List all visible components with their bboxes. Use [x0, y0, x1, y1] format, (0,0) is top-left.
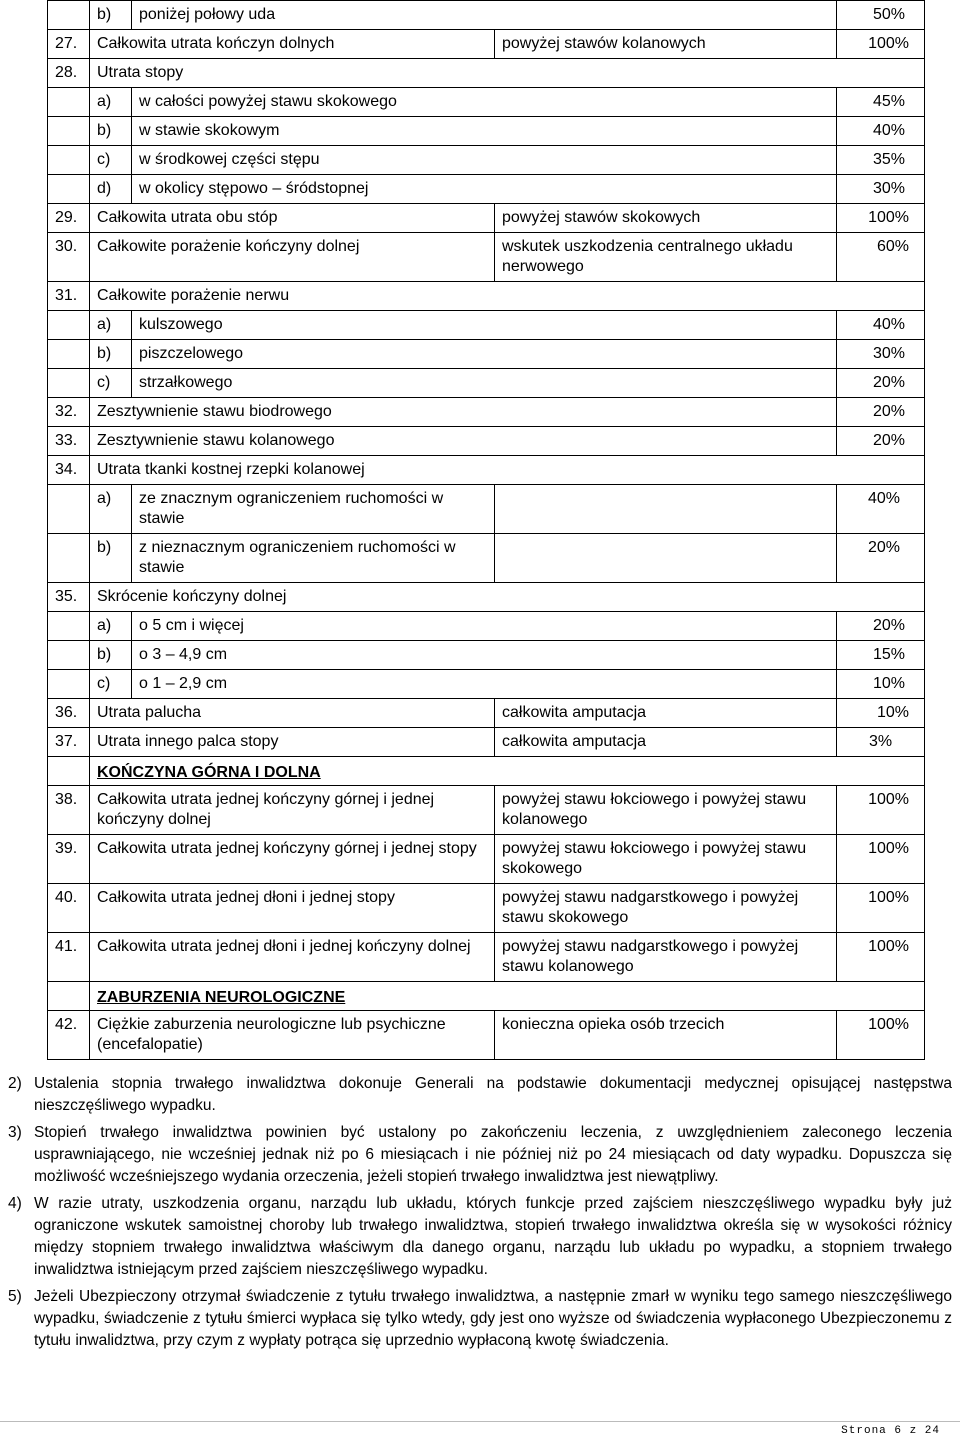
blank-cell [48, 117, 90, 146]
table-row [48, 30, 925, 59]
percentage-value: 100% [837, 204, 925, 233]
table-row [48, 670, 925, 699]
percentage-value: 15% [837, 641, 925, 670]
percentage-value: 100% [837, 30, 925, 59]
note-item [8, 1193, 952, 1281]
note-text: Jeżeli Ubezpieczony otrzymał świadczenie z tytułu trwałego inwalidztwa, a następnie zmarł w wyniku tego samego nieszczęśliwego wypadku, świadczenie z tytułu śmierci wypłaca się tylko wtedy, gdy jest ono wyższe od świadczenia wypłaconego Ubezpieczonemu z tytułu inwalidztwa, przy czym z wypłaty potrąca się uprzednio wypłaconą kwotę świadczenia. [34, 1288, 952, 1349]
item-description: kulszowego [132, 311, 837, 340]
percentage-value: 30% [837, 175, 925, 204]
percentage-value: 40% [837, 117, 925, 146]
percentage-value: 30% [837, 340, 925, 369]
blank-cell [48, 369, 90, 398]
item-description: Zesztywnienie stawu kolanowego [90, 427, 837, 456]
item-number: 36. [48, 699, 90, 728]
percentage-value: 40% [837, 311, 925, 340]
item-number: 28. [48, 59, 90, 88]
item-description: Ciężkie zaburzenia neurologiczne lub psychiczne (encefalopatie) [90, 1011, 495, 1060]
item-number: 40. [48, 884, 90, 933]
table-row [48, 427, 925, 456]
item-letter: b) [90, 340, 132, 369]
item-number: 42. [48, 1011, 90, 1060]
percentage-value: 20% [837, 612, 925, 641]
item-condition: powyżej stawów kolanowych [495, 30, 837, 59]
disability-rate-table [47, 0, 925, 1060]
item-description: Utrata innego palca stopy [90, 728, 495, 757]
item-condition: konieczna opieka osób trzecich [495, 1011, 837, 1060]
percentage-value: 100% [837, 933, 925, 982]
blank-cell [48, 641, 90, 670]
table-row [48, 117, 925, 146]
item-condition: powyżej stawu nadgarstkowego i powyżej stawu skokowego [495, 884, 837, 933]
note-text: W razie utraty, uszkodzenia organu, narządu lub układu, których funkcje przed zajściem nieszczęśliwego wypadku były już ograniczone wskutek samoistnej choroby lub trwałego inwalidztwa, stopień trwałego inwalidztwa określa się w wysokości różnicy między stopniem trwałego inwalidztwa właściwym dla danego organu, narządu lub układu po wypadku, a stopniem trwałego inwalidztwa istniejącym przed zajściem nieszczęśliwego wypadku. [34, 1195, 952, 1278]
section-heading: ZABURZENIA NEUROLOGICZNE [90, 982, 925, 1011]
item-description: Całkowita utrata jednej dłoni i jednej kończyny dolnej [90, 933, 495, 982]
table-row [48, 728, 925, 757]
table-row [48, 1, 925, 30]
table-row [48, 311, 925, 340]
blank-cell [48, 670, 90, 699]
item-description: Utrata palucha [90, 699, 495, 728]
item-description: Całkowite porażenie nerwu [90, 282, 925, 311]
item-letter: d) [90, 175, 132, 204]
note-number: 5) [8, 1288, 22, 1305]
percentage-value: 10% [837, 699, 925, 728]
item-letter: c) [90, 146, 132, 175]
table-row [48, 485, 925, 534]
item-letter: b) [90, 641, 132, 670]
percentage-value: 100% [837, 1011, 925, 1060]
item-description: z nieznacznym ograniczeniem ruchomości w stawie [132, 534, 495, 583]
table-row [48, 612, 925, 641]
table-row [48, 88, 925, 117]
item-letter: b) [90, 117, 132, 146]
percentage-value: 100% [837, 884, 925, 933]
percentage-value: 20% [837, 534, 925, 583]
blank-cell [495, 485, 837, 534]
table-row [48, 282, 925, 311]
item-condition: powyżej stawów skokowych [495, 204, 837, 233]
item-description: o 3 – 4,9 cm [132, 641, 837, 670]
item-description: w stawie skokowym [132, 117, 837, 146]
blank-cell [48, 1, 90, 30]
item-letter: a) [90, 485, 132, 534]
section-heading: KOŃCZYNA GÓRNA I DOLNA [90, 757, 925, 786]
item-description: w okolicy stępowo – śródstopnej [132, 175, 837, 204]
percentage-value: 20% [837, 369, 925, 398]
table-row [48, 340, 925, 369]
item-letter: c) [90, 670, 132, 699]
table-row [48, 933, 925, 982]
blank-cell [48, 534, 90, 583]
percentage-value: 60% [837, 233, 925, 282]
item-number: 34. [48, 456, 90, 485]
item-letter: b) [90, 1, 132, 30]
percentage-value: 35% [837, 146, 925, 175]
percentage-value: 40% [837, 485, 925, 534]
table-row [48, 204, 925, 233]
note-number: 3) [8, 1124, 22, 1141]
table-row [48, 456, 925, 485]
item-letter: b) [90, 534, 132, 583]
blank-cell [495, 534, 837, 583]
note-item [8, 1073, 952, 1117]
item-number: 37. [48, 728, 90, 757]
item-number: 38. [48, 786, 90, 835]
table-row [48, 175, 925, 204]
item-number: 39. [48, 835, 90, 884]
item-description: w całości powyżej stawu skokowego [132, 88, 837, 117]
item-description: piszczelowego [132, 340, 837, 369]
table-row [48, 884, 925, 933]
table-row [48, 146, 925, 175]
table-row [48, 1011, 925, 1060]
percentage-value: 50% [837, 1, 925, 30]
item-description: Całkowita utrata jednej dłoni i jednej stopy [90, 884, 495, 933]
blank-cell [48, 612, 90, 641]
item-number: 30. [48, 233, 90, 282]
table-row [48, 59, 925, 88]
table-row [48, 233, 925, 282]
item-description: Całkowita utrata kończyn dolnych [90, 30, 495, 59]
item-number: 31. [48, 282, 90, 311]
percentage-value: 20% [837, 427, 925, 456]
item-number: 29. [48, 204, 90, 233]
table-row [48, 583, 925, 612]
item-condition: powyżej stawu łokciowego i powyżej stawu kolanowego [495, 786, 837, 835]
footer-divider [0, 1421, 960, 1422]
item-letter: c) [90, 369, 132, 398]
table-row [48, 982, 925, 1011]
item-letter: a) [90, 311, 132, 340]
blank-cell [48, 340, 90, 369]
note-number: 4) [8, 1195, 22, 1212]
item-number: 32. [48, 398, 90, 427]
table-row [48, 757, 925, 786]
blank-cell [48, 982, 90, 1011]
item-number: 41. [48, 933, 90, 982]
note-text: Ustalenia stopnia trwałego inwalidztwa dokonuje Generali na podstawie dokumentacji medycznej opisującej następstwa nieszczęśliwego wypadku. [34, 1075, 952, 1114]
item-letter: a) [90, 612, 132, 641]
notes-list [8, 1073, 952, 1357]
table-row [48, 835, 925, 884]
item-description: poniżej połowy uda [132, 1, 837, 30]
note-text: Stopień trwałego inwalidztwa powinien być ustalony po zakończeniu leczenia, z uwzględnieniem zaleconego leczenia usprawniającego, nie wcześniej jednak niż po 6 miesiącach i nie później niż po 24 miesiącach od daty wypadku. Dopuszcza się możliwość wcześniejszego wydania orzeczenia, jeżeli stopień trwałego inwalidztwa jest niewątpliwy. [34, 1124, 952, 1185]
blank-cell [48, 311, 90, 340]
item-description: ze znacznym ograniczeniem ruchomości w stawie [132, 485, 495, 534]
item-description: Całkowite porażenie kończyny dolnej [90, 233, 495, 282]
item-condition: powyżej stawu nadgarstkowego i powyżej stawu kolanowego [495, 933, 837, 982]
item-description: Całkowita utrata obu stóp [90, 204, 495, 233]
table-row [48, 641, 925, 670]
table-row [48, 699, 925, 728]
item-description: strzałkowego [132, 369, 837, 398]
item-description: w środkowej części stępu [132, 146, 837, 175]
item-condition: całkowita amputacja [495, 728, 837, 757]
note-item [8, 1122, 952, 1188]
blank-cell [48, 757, 90, 786]
item-description: Utrata stopy [90, 59, 925, 88]
percentage-value: 100% [837, 786, 925, 835]
item-description: Utrata tkanki kostnej rzepki kolanowej [90, 456, 925, 485]
blank-cell [48, 146, 90, 175]
item-description: Zesztywnienie stawu biodrowego [90, 398, 837, 427]
item-condition: całkowita amputacja [495, 699, 837, 728]
percentage-value: 100% [837, 835, 925, 884]
item-description: Całkowita utrata jednej kończyny górnej i jednej kończyny dolnej [90, 786, 495, 835]
item-number: 27. [48, 30, 90, 59]
item-letter: a) [90, 88, 132, 117]
table-row [48, 534, 925, 583]
item-description: o 1 – 2,9 cm [132, 670, 837, 699]
item-description: Całkowita utrata jednej kończyny górnej i jednej stopy [90, 835, 495, 884]
percentage-value: 45% [837, 88, 925, 117]
item-condition: powyżej stawu łokciowego i powyżej stawu skokowego [495, 835, 837, 884]
blank-cell [48, 485, 90, 534]
percentage-value: 10% [837, 670, 925, 699]
note-item [8, 1286, 952, 1352]
item-number: 35. [48, 583, 90, 612]
item-description: o 5 cm i więcej [132, 612, 837, 641]
item-number: 33. [48, 427, 90, 456]
page-number: Strona 6 z 24 [841, 1425, 940, 1437]
blank-cell [48, 88, 90, 117]
table-row [48, 786, 925, 835]
table-row [48, 369, 925, 398]
percentage-value: 20% [837, 398, 925, 427]
table-row [48, 398, 925, 427]
item-description: Skrócenie kończyny dolnej [90, 583, 925, 612]
item-condition: wskutek uszkodzenia centralnego układu nerwowego [495, 233, 837, 282]
percentage-value: 3% [837, 728, 925, 757]
note-number: 2) [8, 1075, 22, 1092]
blank-cell [48, 175, 90, 204]
